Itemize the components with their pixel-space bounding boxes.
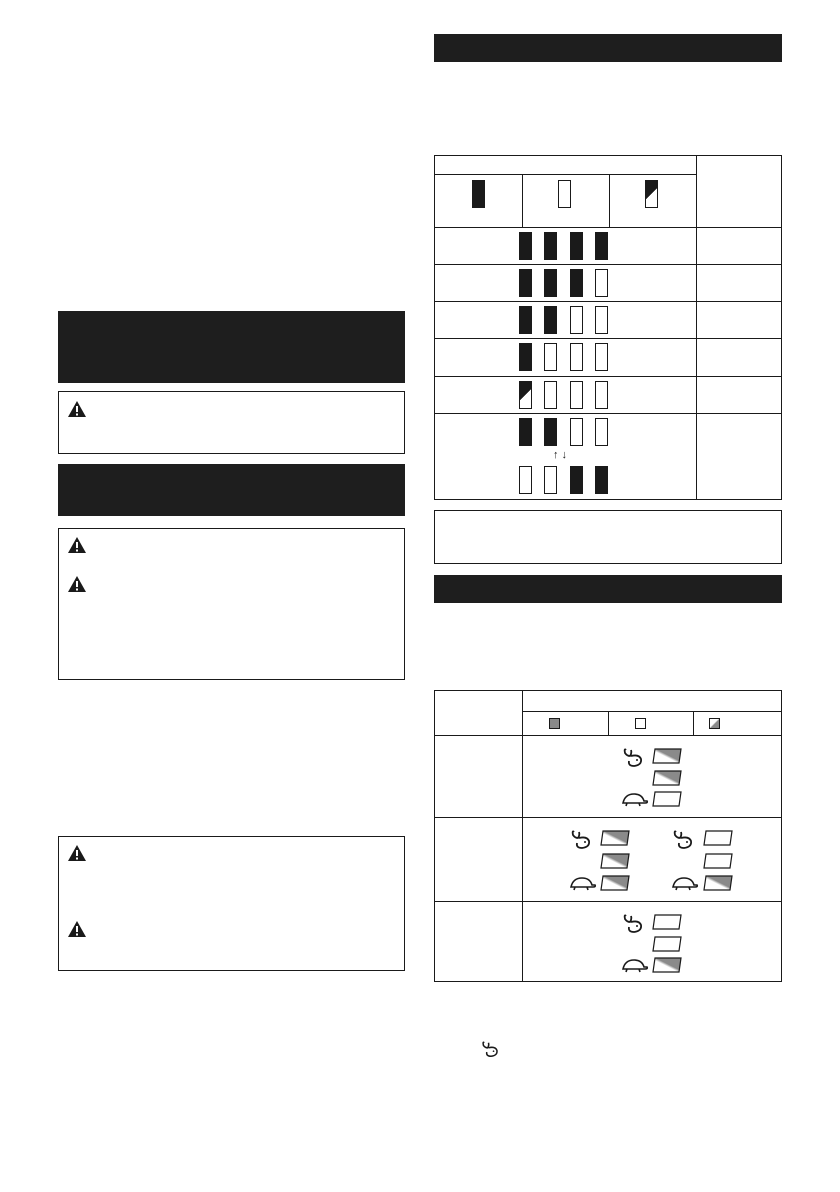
- indicator-lamp: [519, 381, 532, 409]
- legend-gradient-square: [709, 718, 720, 729]
- section-header-band-2: [58, 464, 405, 516]
- speed-lamp: [652, 914, 682, 930]
- indicator-lamp: [570, 269, 583, 297]
- indicator-lamp: [519, 418, 532, 446]
- speed-lamp: [652, 770, 682, 786]
- indicator-lamp: [519, 343, 532, 371]
- indicator-lamp: [519, 306, 532, 334]
- warning-box-3: [58, 836, 405, 971]
- speed-lamp: [703, 875, 733, 891]
- indicator-lamp: [595, 343, 608, 371]
- battery-indicator-table: [434, 155, 782, 500]
- turtle-icon: [619, 957, 649, 973]
- indicator-lamp: [544, 232, 557, 260]
- turtle-icon: [619, 791, 649, 807]
- warning-box-2: [58, 528, 405, 680]
- indicator-lamp: [544, 343, 557, 371]
- indicator-lamp: [570, 418, 583, 446]
- indicator-lamp: [570, 381, 583, 409]
- section-header-bar-2: [434, 575, 782, 603]
- legend-off-lamp: [558, 180, 571, 208]
- legend-lit-lamp: [472, 180, 485, 208]
- rabbit-icon: [480, 1040, 502, 1059]
- warning-triangle-icon: [67, 400, 87, 418]
- legend-white-square: [635, 718, 646, 729]
- indicator-lamp: [544, 381, 557, 409]
- indicator-lamp: [595, 466, 608, 494]
- rabbit-icon: [671, 829, 697, 851]
- speed-lamp: [652, 791, 682, 807]
- speed-lamp: [703, 830, 733, 846]
- indicator-lamp: [595, 381, 608, 409]
- rabbit-icon: [621, 913, 647, 935]
- section-header-band-1: [58, 311, 405, 383]
- speed-lamp: [600, 853, 630, 869]
- indicator-lamp: [595, 306, 608, 334]
- section-header-bar-1: [434, 34, 782, 62]
- rabbit-icon: [621, 747, 647, 769]
- speed-lamp: [652, 748, 682, 764]
- turtle-icon: [567, 875, 597, 891]
- speed-indicator-table: [434, 690, 782, 982]
- indicator-lamp: [519, 232, 532, 260]
- speed-lamp: [600, 830, 630, 846]
- speed-lamp: [703, 853, 733, 869]
- warning-triangle-icon: [67, 920, 87, 938]
- legend-blinking-lamp: [645, 180, 658, 208]
- legend-gray-square: [549, 718, 560, 729]
- speed-lamp: [652, 936, 682, 952]
- indicator-lamp: [570, 306, 583, 334]
- indicator-lamp: [544, 418, 557, 446]
- indicator-lamp: [595, 232, 608, 260]
- warning-box-1: [58, 391, 405, 454]
- warning-triangle-icon: [67, 536, 87, 554]
- indicator-lamp: [544, 466, 557, 494]
- indicator-lamp: [595, 269, 608, 297]
- indicator-lamp: [519, 466, 532, 494]
- speed-lamp: [600, 875, 630, 891]
- rabbit-icon: [569, 829, 595, 851]
- warning-triangle-icon: [67, 575, 87, 593]
- indicator-lamp: [595, 418, 608, 446]
- indicator-lamp: [544, 269, 557, 297]
- speed-lamp: [652, 957, 682, 973]
- warning-triangle-icon: [67, 844, 87, 862]
- indicator-lamp: [570, 232, 583, 260]
- indicator-lamp: [519, 269, 532, 297]
- indicator-lamp: [570, 343, 583, 371]
- note-box: [434, 510, 782, 564]
- turtle-icon: [669, 875, 699, 891]
- indicator-lamp: [544, 306, 557, 334]
- alternating-arrows: ↑ ↓: [553, 449, 568, 461]
- indicator-lamp: [570, 466, 583, 494]
